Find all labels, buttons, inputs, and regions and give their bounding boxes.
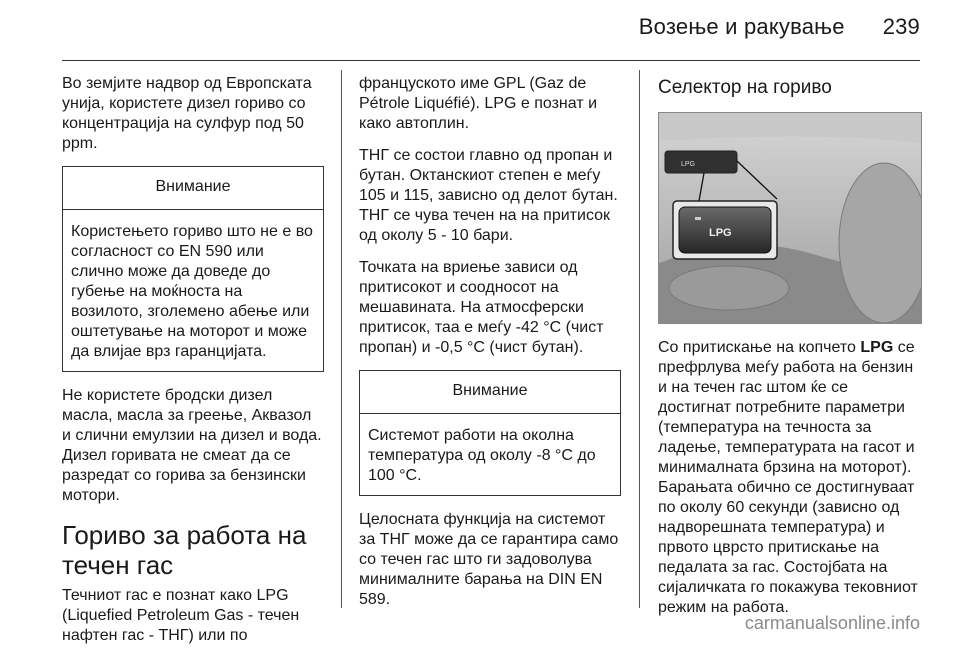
notice-box bbox=[62, 166, 324, 372]
lpg-key-term: LPG bbox=[860, 339, 894, 356]
page-header bbox=[62, 0, 920, 58]
paragraph: Целосната функција на системот за ТНГ може да се гарантира само со течен гас што ги задоволува минималните барања на DIN EN 589. bbox=[359, 511, 619, 608]
paragraph: Течниот гас е познат како LPG (Liquefied Petroleum Gas - течен нафтен гас - ТНГ) или по bbox=[62, 587, 300, 644]
watermark: carmanualsonline.info bbox=[744, 613, 920, 633]
lpg-button-illustration bbox=[658, 112, 922, 324]
lpg-small-label: LPG bbox=[681, 161, 696, 168]
header-title bbox=[639, 14, 920, 40]
column-1 bbox=[62, 74, 324, 658]
column-divider bbox=[639, 70, 640, 608]
paragraph bbox=[658, 338, 920, 618]
notice-heading: Внимание bbox=[360, 371, 620, 414]
paragraph-prefix: Со притискање на копчето bbox=[658, 339, 861, 356]
paragraph: Не користете бродски дизел масла, масла за греење, Аквазол и слични емулзии на дизел и вода. Дизел горивата не смеат да се разредат со горива за бензински мотори. bbox=[62, 387, 322, 504]
dashboard-photo-icon bbox=[659, 113, 921, 323]
paragraph: ТНГ се состои главно од пропан и бутан. Октанскиот степен е меѓу 105 и 115, зависно од делот бутан. ТНГ се чува течен на на притисок од околу 5 - 10 бари. bbox=[359, 147, 618, 244]
chapter-title: Возење и ракување bbox=[638, 14, 845, 39]
notice-box bbox=[359, 370, 621, 496]
lpg-large-label: LPG bbox=[709, 227, 732, 239]
paragraph: францускoто име GPL (Gaz de Pétrole Liquéfié). LPG е познат и како автоплин. bbox=[359, 75, 598, 132]
notice-heading: Внимание bbox=[63, 167, 323, 210]
paragraph-suffix: се префрлува меѓу работа на бензин и на течен гас штом ќе се достигнат потребните параметри (температура на течноста за ладење, температурата на гасот и минималната брзина на моторот). Барањата обично се достигнуваат по околу 60 секунди (зависно од надворешната температура) и првото цврсто притискање на педалата за гас. Состојбата на сијаличката го покажува тековниот режим на работа. bbox=[658, 339, 918, 616]
paragraph: Точката на вриење зависи од притисокот и соодносот на мешавината. На атмосферски притисок, таа е меѓу -42 °C (чист пропан) и -0,5 °C (чист бутан). bbox=[359, 259, 604, 356]
column-2 bbox=[359, 74, 621, 622]
notice-body: Користењето гориво што не е во согласност со EN 590 или слично може да доведе до губење на моќноста на возилото, зголемено абење или оштетување на моторот и може да влијае врз гаранцијата. bbox=[71, 223, 313, 360]
section-title: Гориво за работа на течен гас bbox=[62, 520, 307, 580]
section-title: Селектор на гориво bbox=[658, 77, 832, 98]
paragraph: Во земјите надвор од Европската унија, користете дизел гориво со концентрација на сулфур под 50 ppm. bbox=[62, 75, 312, 152]
column-divider bbox=[341, 70, 342, 608]
column-3 bbox=[658, 78, 920, 630]
page-number: 239 bbox=[882, 14, 920, 39]
header-rule bbox=[62, 60, 920, 61]
notice-body: Системот работи на околна температура од околу -8 °C до 100 °C. bbox=[368, 427, 596, 484]
